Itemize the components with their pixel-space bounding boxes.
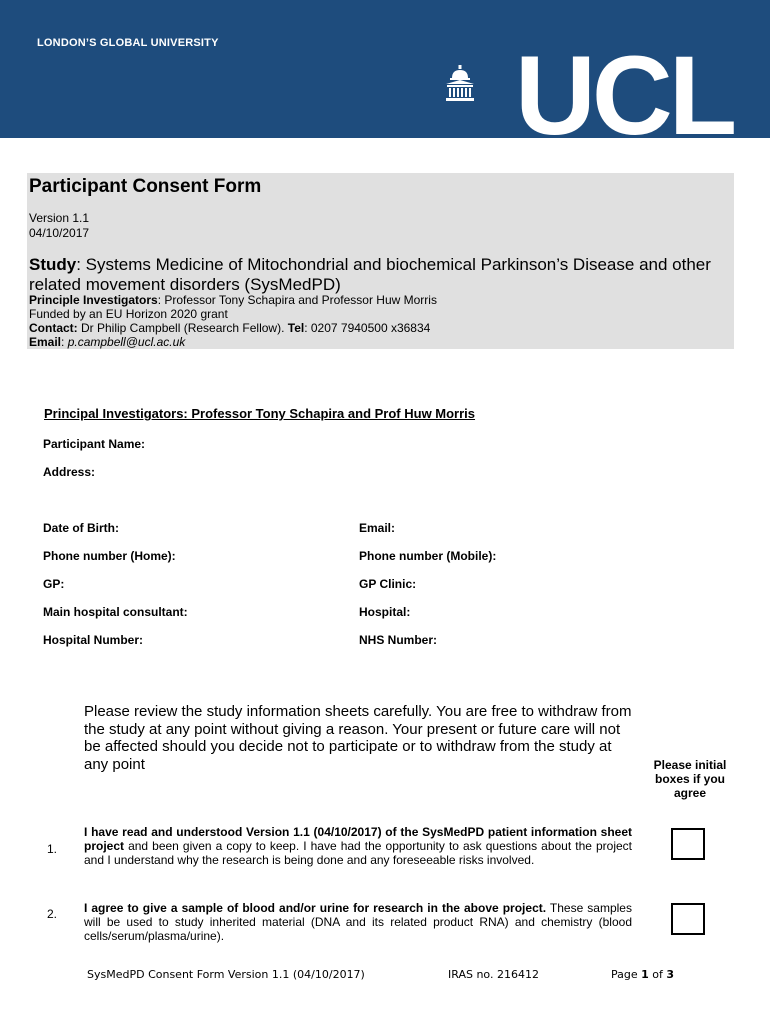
ucl-logo-text: UCL — [515, 33, 734, 158]
dob-label: Date of Birth: — [43, 521, 119, 535]
email-link[interactable]: p.campbell@ucl.ac.uk — [67, 335, 186, 349]
consent-item-text — [84, 825, 632, 867]
tagline: LONDON’S GLOBAL UNIVERSITY — [37, 37, 219, 49]
footer-document: SysMedPD Consent Form Version 1.1 (04/10/2017) — [87, 968, 365, 981]
consent-item-bold: I have read and understood Version 1.1 (04/10/2017) of the SysMedPD patient information sheet project — [84, 825, 632, 853]
page-total: 3 — [666, 968, 675, 981]
hospital-number-label: Hospital Number: — [43, 633, 144, 647]
consent-item-bold: I agree to give a sample of blood and/or urine for research in the above project. — [84, 901, 547, 915]
tel-text: : 0207 7940500 x36834 — [304, 321, 431, 335]
footer-iras: IRAS no. 216412 — [448, 968, 539, 981]
consent-item-rest: These samples will be used to study inherited material (DNA and its related product RNA) and chemistry (blood cells/serum/plasma/urine). — [84, 901, 632, 943]
page-mid: of — [648, 968, 667, 981]
email-sep: : — [61, 335, 68, 349]
email-label: Email — [29, 335, 62, 349]
phone-mobile-label: Phone number (Mobile): — [359, 549, 497, 563]
study-text: : Systems Medicine of Mitochondrial and biochemical Parkinson’s Disease and other related movement disorders (SysMedPD) — [29, 255, 711, 294]
initial-checkbox[interactable] — [671, 828, 705, 860]
email-line — [29, 335, 185, 349]
pi-text: : Professor Tony Schapira and Professor Huw Morris — [157, 293, 437, 307]
email-field-label: Email: — [359, 521, 396, 535]
consultant-label: Main hospital consultant: — [43, 605, 188, 619]
initial-boxes-note: Please initial boxes if you agree — [653, 758, 727, 800]
contact-text: Dr Philip Campbell (Research Fellow). — [77, 321, 288, 335]
item-number: 2. — [47, 907, 58, 921]
pi-label: Principle Investigators — [29, 293, 158, 307]
funding: Funded by an EU Horizon 2020 grant — [29, 307, 228, 321]
tel-label: Tel — [287, 321, 305, 335]
consent-item-text — [84, 901, 632, 943]
item-number: 1. — [47, 842, 58, 856]
address-label: Address: — [43, 465, 96, 479]
consent-item-rest: and been given a copy to keep. I have had the opportunity to ask questions about the project and I understand why the research is being done and any foreseeable risks involved. — [84, 839, 632, 867]
gp-clinic-label: GP Clinic: — [359, 577, 417, 591]
investigators-heading: Principal Investigators: Professor Tony Schapira and Prof Huw Morris — [44, 406, 476, 421]
gp-label: GP: — [43, 577, 65, 591]
page-title: Participant Consent Form — [29, 176, 262, 197]
intro-paragraph: Please review the study information sheets carefully. You are free to withdraw from the study at any point without giving a reason. Your present or future care will not be affected should you decide not to participate or to withdraw from the study at any point — [84, 703, 632, 773]
version-date: 04/10/2017 — [29, 226, 90, 240]
study-label: Study — [29, 255, 77, 274]
contact-label: Contact: — [29, 321, 78, 335]
initial-checkbox[interactable] — [671, 903, 705, 935]
page-current: 1 — [641, 968, 649, 981]
contact — [29, 321, 430, 335]
version: Version 1.1 — [29, 211, 90, 225]
footer-page — [611, 968, 674, 981]
hospital-label: Hospital: — [359, 605, 411, 619]
participant-name-label: Participant Name: — [43, 437, 146, 451]
principle-investigators — [29, 293, 437, 307]
study-title — [29, 255, 729, 295]
page-prefix: Page — [611, 968, 642, 981]
nhs-number-label: NHS Number: — [359, 633, 438, 647]
phone-home-label: Phone number (Home): — [43, 549, 176, 563]
portico-icon — [444, 65, 476, 103]
